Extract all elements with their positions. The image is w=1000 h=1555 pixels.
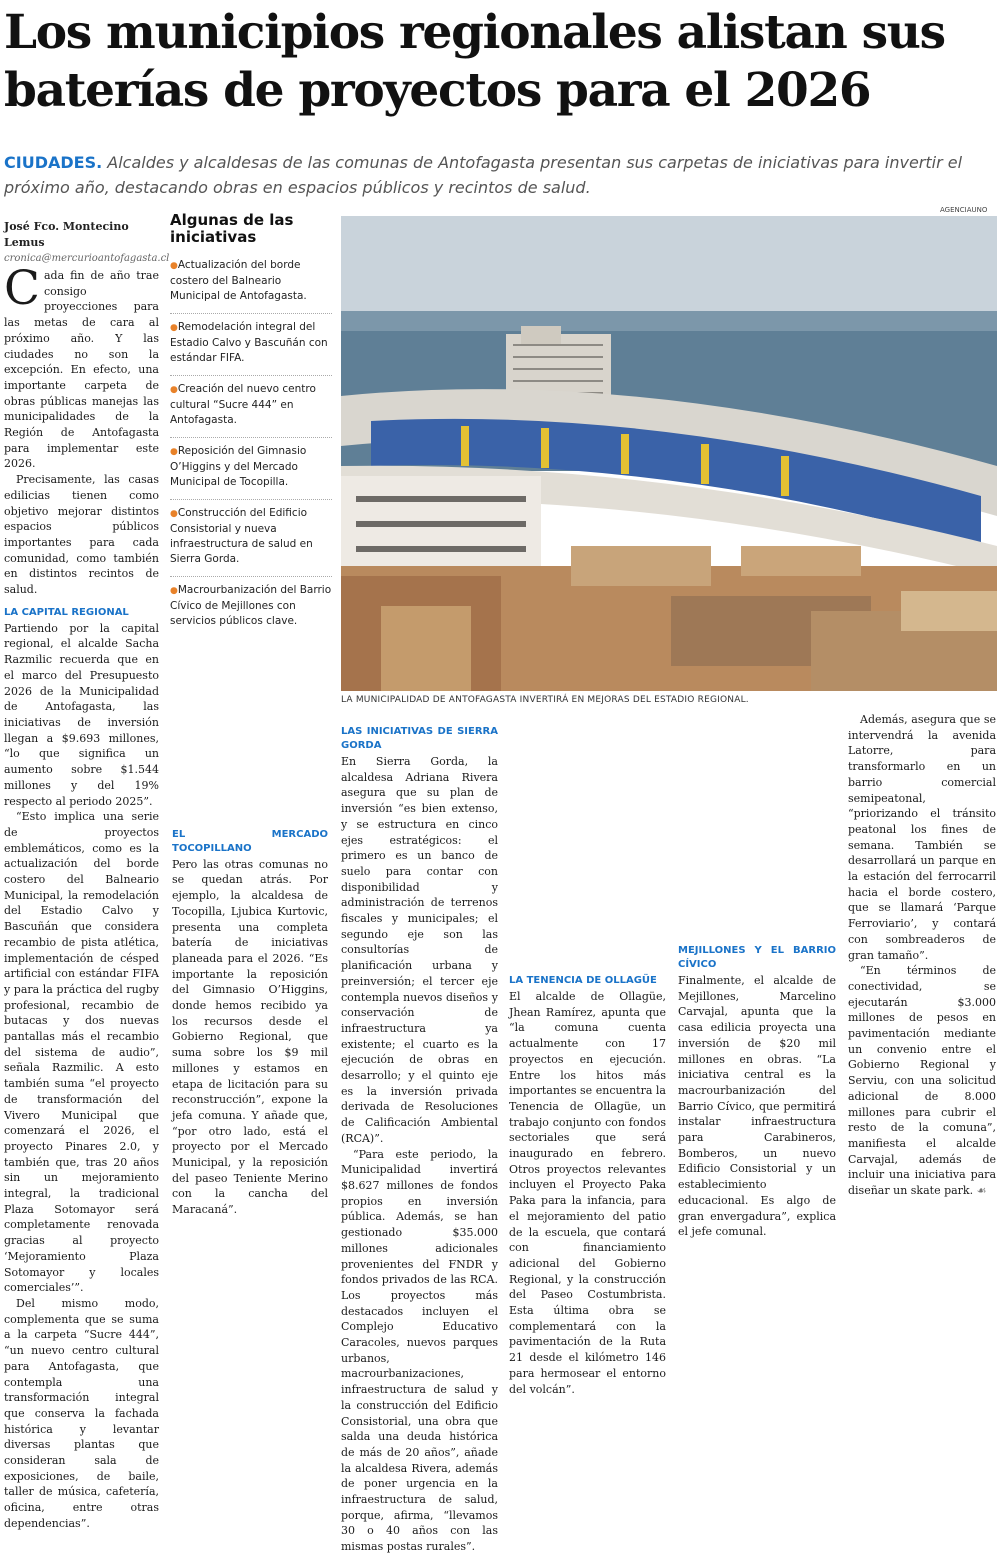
paragraph: Además, asegura que se intervendrá la avenida Latorre, para transformarlo en un barrio comercial semipeatonal, “priorizando el tránsito peatonal los fines de semana. También se desarrollará un parque en la estación del ferrocarril hacia el borde costero, que se llamará ‘Parque Ferroviario’, y contará con sombreaderos de gran tamaño”. [848,713,996,962]
dropcap: C [4,261,40,316]
paragraph: Partiendo por la capital regional, el alcalde Sacha Razmilic recuerda que en el marco del Presupuesto 2026 de la Municipalidad de Antofagasta, las iniciativas de inversión llegan a $9.693 millones, “lo que significa un aumento sobre $1.544 millones y del 19% respecto al periodo 2025”. [4,621,159,808]
subhead-ollague: LA TENENCIA DE OLLAGÜE [509,975,657,986]
box-item: ●Creación del nuevo centro cultural “Sucre 444” en Antofagasta. [170,376,332,438]
paragraph: Del mismo modo, complementa que se suma a la carpeta “Sucre 444”, “un nuevo centro cultural para Antofagasta, que contempla una transformación integral que conserva la fachada histórica y levantar diversas plantas que consideran sala de exposiciones, de baile, taller de música, cafetería, oficina, entre otras dependencias”. [4,1297,159,1530]
subhead-mejillones: MEJILLONES Y EL BARRIO CÍVICO [678,945,836,970]
byline [4,219,170,267]
bullet-icon: ● [170,323,178,333]
box-item: ●Reposición del Gimnasio O’Higgins y del Mercado Municipal de Tocopilla. [170,438,332,500]
paragraph: “Para este periodo, la Municipalidad invertirá $8.627 millones de fondos propios en inversión pública. Además, se han gestionado $35.000 millones adicionales provenientes del FNDR y fondos privados de las RCA. Los proyectos más destacados incluyen el Complejo Educativo Caracoles, nuevos parques urbanos, macrourbanizaciones, infraestructura de salud y la construcción del Edificio Consistorial, una obra que salda una deuda histórica de más de 20 años”, añade la alcaldesa Rivera, además de poner urgencia en la infraestructura de salud, porque, afirma, “llevamos 30 o 40 años con las mismas postas rurales”. [341,1147,498,1554]
initiatives-box [170,212,332,638]
bullet-icon: ● [170,447,178,457]
stadium-photo [341,216,997,691]
photo-credit: AGENCIAUNO [940,206,988,214]
paragraph: En Sierra Gorda, la alcaldesa Adriana Rivera asegura que su plan de inversión “es bien extenso, y se estructura en cinco ejes estratégicos: el primero es un banco de suelo para contar con disponibilidad y administración de terrenos fiscales y municipales; el segundo eje son las consultorías de planificación urbana y preinversión; el tercer eje contempla nuevos diseños y conservación de infraestructura ya existente; el cuarto es la ejecución de obras en desarrollo; y el quinto eje es la inversión privada derivada de Resoluciones de Calificación Ambiental (RCA)”. [341,755,498,1145]
deck-kicker: CIUDADES. [4,153,103,172]
author-email[interactable]: cronica@mercurioantofagasta.cl [4,253,170,264]
subhead-tocopilla: EL MERCADO TOCOPILLANO [172,828,328,854]
paragraph: Pero las otras comunas no se quedan atrás. Por ejemplo, la alcaldesa de Tocopilla, Ljubica Kurtovic, presenta una completa batería de iniciativas planeada para el 2026. “Es importante la reposición del Gimnasio O’Higgins, donde hemos recibido ya los recursos desde el Gobierno Regional, que suma sobre los $9 mil millones y estamos en etapa de licitación para su reconstrucción”, expone la jefa comuna. Y añade que, “por otro lado, está el proyecto por el Mercado Municipal, y la reposición del paseo Teniente Merino con la cancha del Maracaná”. [172,857,328,1217]
end-mark-icon: ☙ [976,1184,987,1198]
box-item: ●Actualización del borde costero del Balneario Municipal de Antofagasta. [170,252,332,314]
article-column-4 [509,712,666,1397]
paragraph: Precisamente, las casas edilicias tienen como objetivo mejorar distintos espacios públicos importantes para cada comunidad, como también en distintos recintos de salud. [4,473,159,597]
article-column-3 [341,725,498,1555]
headline: Los municipios regionales alistan sus baterías de proyectos para el 2026 [4,5,945,118]
bullet-icon: ● [170,509,178,519]
box-item: ●Macrourbanización del Barrio Cívico de Mejillones con servicios públicos clave. [170,584,332,627]
subhead-capital: LA CAPITAL REGIONAL [4,606,129,618]
bullet-icon: ● [170,586,178,596]
subhead-sierra-gorda: LAS INICIATIVAS DE SIERRA GORDA [341,726,498,751]
stadium-illustration [341,216,997,691]
article-column-6 [848,712,996,1199]
paragraph [172,686,328,702]
bullet-icon: ● [170,261,178,271]
article-column-1 [4,261,159,1532]
author-name: José Fco. Montecino Lemus [4,220,129,249]
box-item: ●Construcción del Edificio Consistorial y nueva infraestructura de salud en Sierra Gorda. [170,500,332,577]
article-column-5 [678,712,836,1240]
paragraph: “En términos de conectividad, se ejecutarán $3.000 millones de pesos en pavimentación mediante un convenio entre el Gobierno Regional y Serviu, con una solicitud adicional de 8.000 millones para cubrir el resto de la comuna”, manifiesta el alcalde Carvajal, además de incluir una iniciativa para diseñar un skate park. ☙ [848,964,996,1198]
intro-paragraph: Cada fin de año trae consigo proyecciones para las metas de cara al próximo año. Y las ciudades no son la excepción. En efecto, una importante carpeta de obras públicas manejas las municipalidades de la Región de Antofagasta para implementar este 2026. [4,261,159,471]
box-title: Algunas de las iniciativas [170,211,294,246]
photo-caption: LA MUNICIPALIDAD DE ANTOFAGASTA INVERTIRÁ EN MEJORAS DEL ESTADIO REGIONAL. [341,695,749,705]
paragraph: El alcalde de Ollagüe, Jhean Ramírez, apunta que “la comuna cuenta actualmente con 17 proyectos en ejecución. Entre los hitos más importantes se encuentra la Tenencia de Ollagüe, un trabajo conjunto con fondos sectoriales que será inaugurado en febrero. Otros proyectos relevantes incluyen el Proyecto Paka Paka para la infancia, para el mejoramiento del patio de la escuela, que contará con financiamiento adicional del Gobierno Regional, y la construcción del Paseo Costumbrista. Esta última obra se complementará con la pavimentación de la Ruta 21 desde el kilómetro 146 para hermosear el entorno del volcán”. [509,990,666,1396]
bullet-icon: ● [170,385,178,395]
paragraph: Finalmente, el alcalde de Mejillones, Marcelino Carvajal, apunta que la casa edilicia proyecta una inversión de $20 mil millones en obras. “La iniciativa central es la macrourbanización del Barrio Cívico, que permitirá instalar infraestructura para Carabineros, Bomberos, un nuevo Edificio Consistorial y un establecimiento educacional. Es algo de gran envergadura”, explica el jefe comunal. [678,974,836,1239]
article-column-2 [172,686,328,1218]
deck [4,150,994,200]
paragraph: “Esto implica una serie de proyectos emblemáticos, como es la actualización del borde costero del Balneario Municipal, la remodelación del Estadio Calvo y Bascuñán que considera recambio de pista atlética, implementación de césped artificial con estándar FIFA y para la práctica del rugby profesional, recambio de butacas y dos nuevas pantallas más el recambio del sistema de audio”, señala Razmilic. A esto también suma “el proyecto de transformación del Vivero Municipal que comenzará el 2026, el proyecto Pinares 2.0, y también que, tras 20 años sin un mejoramiento integral, la tradicional Plaza Sotomayor será completamente renovada gracias al proyecto ‘Mejoramiento Plaza Sotomayor y locales comerciales’”. [4,810,159,1295]
deck-text: Alcaldes y alcaldesas de las comunas de Antofagasta presentan sus carpetas de iniciativas para invertir el próximo año, destacando obras en espacios públicos y recintos de salud. [4,153,963,197]
box-item: ●Remodelación integral del Estadio Calvo y Bascuñán con estándar FIFA. [170,314,332,376]
